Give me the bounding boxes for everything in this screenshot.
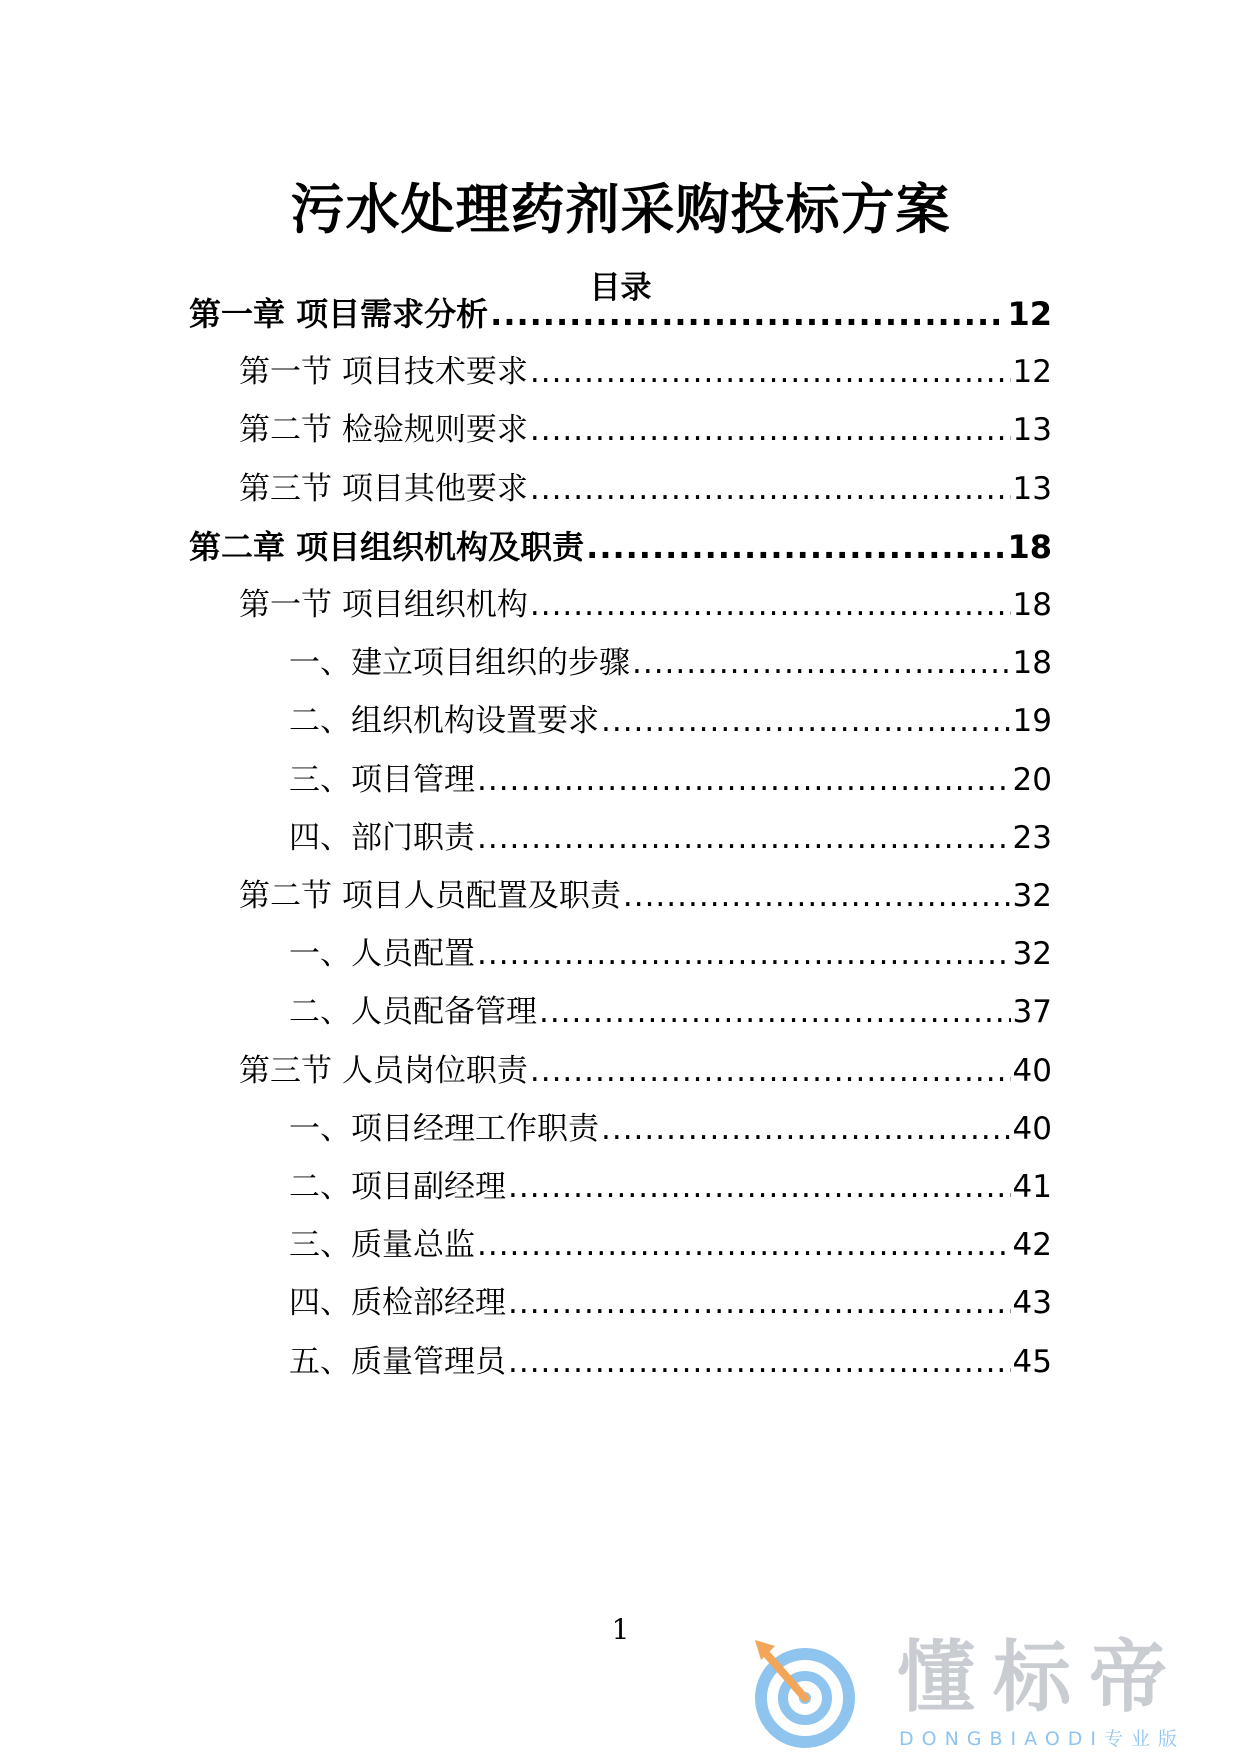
toc-dot-leader — [623, 874, 1011, 918]
toc-entry-title: 第一节 项目组织机构 — [239, 587, 528, 623]
toc-entry-level-2[interactable] — [239, 583, 1052, 627]
toc-entry-page: 12 — [1007, 295, 1052, 333]
toc-entry-level-2[interactable] — [239, 874, 1052, 918]
toc-entry-title: 第一节 项目技术要求 — [239, 354, 528, 390]
toc-dot-leader — [490, 292, 1005, 336]
toc-entry-level-3[interactable] — [289, 1165, 1052, 1209]
toc-entry-title: 第二节 项目人员配置及职责 — [239, 878, 621, 914]
toc-entry-page: 13 — [1012, 412, 1052, 448]
toc-entry-level-1[interactable] — [189, 292, 1052, 336]
toc-entry-page: 23 — [1012, 820, 1052, 856]
page-number: 1 — [611, 1613, 630, 1646]
toc-dot-leader — [601, 1107, 1011, 1151]
toc-entry-page: 18 — [1007, 528, 1052, 566]
toc-entry-page: 32 — [1012, 878, 1052, 914]
toc-entry-page: 20 — [1012, 762, 1052, 798]
toc-dot-leader — [508, 1165, 1011, 1209]
toc-entry-title: 第二节 检验规则要求 — [239, 412, 528, 448]
toc-entry-level-3[interactable] — [289, 641, 1052, 685]
toc-heading: 目录 — [589, 270, 652, 306]
toc-entry-level-3[interactable] — [289, 1281, 1052, 1325]
toc-entry-page: 12 — [1012, 354, 1052, 390]
toc-dot-leader — [530, 350, 1011, 394]
toc-entry-level-2[interactable] — [239, 350, 1052, 394]
toc-entry-page: 13 — [1012, 471, 1052, 507]
toc-entry-title: 一、建立项目组织的步骤 — [289, 645, 630, 681]
toc-entry-level-1[interactable] — [189, 525, 1052, 569]
toc-entry-title: 五、质量管理员 — [289, 1344, 506, 1380]
toc-entry-page: 19 — [1012, 703, 1052, 739]
toc-entry-page: 18 — [1012, 645, 1052, 681]
toc-entry-level-2[interactable] — [239, 408, 1052, 452]
toc-dot-leader — [530, 583, 1011, 627]
toc-entry-level-2[interactable] — [239, 1049, 1052, 1093]
watermark-subtitle: DONGBIAODI专业版 — [899, 1728, 1186, 1750]
watermark — [745, 1628, 1225, 1750]
toc-entry-level-3[interactable] — [289, 758, 1052, 802]
document-title: 污水处理药剂采购投标方案 — [290, 178, 951, 241]
toc-entry-page: 43 — [1012, 1285, 1052, 1321]
toc-entry-title: 第一章 项目需求分析 — [189, 295, 489, 333]
toc-dot-leader — [539, 990, 1011, 1034]
toc-entry-level-3[interactable] — [289, 699, 1052, 743]
toc-entry-title: 三、质量总监 — [289, 1227, 475, 1263]
toc-entry-level-2[interactable] — [239, 467, 1052, 511]
toc-dot-leader — [477, 932, 1011, 976]
toc-entry-title: 四、质检部经理 — [289, 1285, 506, 1321]
toc-dot-leader — [477, 758, 1011, 802]
toc-entry-title: 第二章 项目组织机构及职责 — [189, 528, 585, 566]
toc-dot-leader — [601, 699, 1011, 743]
toc-entry-page: 41 — [1012, 1169, 1052, 1205]
toc-entry-page: 40 — [1012, 1053, 1052, 1089]
toc-entry-level-3[interactable] — [289, 1340, 1052, 1384]
toc-entry-title: 一、人员配置 — [289, 936, 475, 972]
toc-dot-leader — [530, 408, 1011, 452]
toc-entry-page: 32 — [1012, 936, 1052, 972]
toc-dot-leader — [530, 467, 1011, 511]
toc-dot-leader — [586, 525, 1005, 569]
toc-entry-title: 二、组织机构设置要求 — [289, 703, 599, 739]
watermark-name: 懂标帝 — [897, 1633, 1186, 1723]
toc-dot-leader — [632, 641, 1011, 685]
toc-entry-level-3[interactable] — [289, 1223, 1052, 1267]
toc-entry-level-3[interactable] — [289, 1107, 1052, 1151]
toc-entry-page: 42 — [1012, 1227, 1052, 1263]
toc-dot-leader — [530, 1049, 1011, 1093]
toc-entry-level-3[interactable] — [289, 816, 1052, 860]
toc-entry-title: 第三节 人员岗位职责 — [239, 1053, 528, 1089]
target-arrow-icon — [745, 1628, 865, 1750]
toc-entry-title: 三、项目管理 — [289, 762, 475, 798]
toc-dot-leader — [508, 1340, 1011, 1384]
toc-entry-title: 一、项目经理工作职责 — [289, 1111, 599, 1147]
toc-entry-page: 18 — [1012, 587, 1052, 623]
toc-entry-title: 二、人员配备管理 — [289, 994, 537, 1030]
toc-dot-leader — [477, 1223, 1011, 1267]
toc-entry-level-3[interactable] — [289, 990, 1052, 1034]
toc-dot-leader — [508, 1281, 1011, 1325]
toc-entry-title: 二、项目副经理 — [289, 1169, 506, 1205]
toc-entry-page: 45 — [1012, 1344, 1052, 1380]
toc-entry-title: 第三节 项目其他要求 — [239, 471, 528, 507]
toc-entry-page: 37 — [1012, 994, 1052, 1030]
toc-entry-level-3[interactable] — [289, 932, 1052, 976]
toc-entry-page: 40 — [1012, 1111, 1052, 1147]
toc-entry-title: 四、部门职责 — [289, 820, 475, 856]
toc-dot-leader — [477, 816, 1011, 860]
